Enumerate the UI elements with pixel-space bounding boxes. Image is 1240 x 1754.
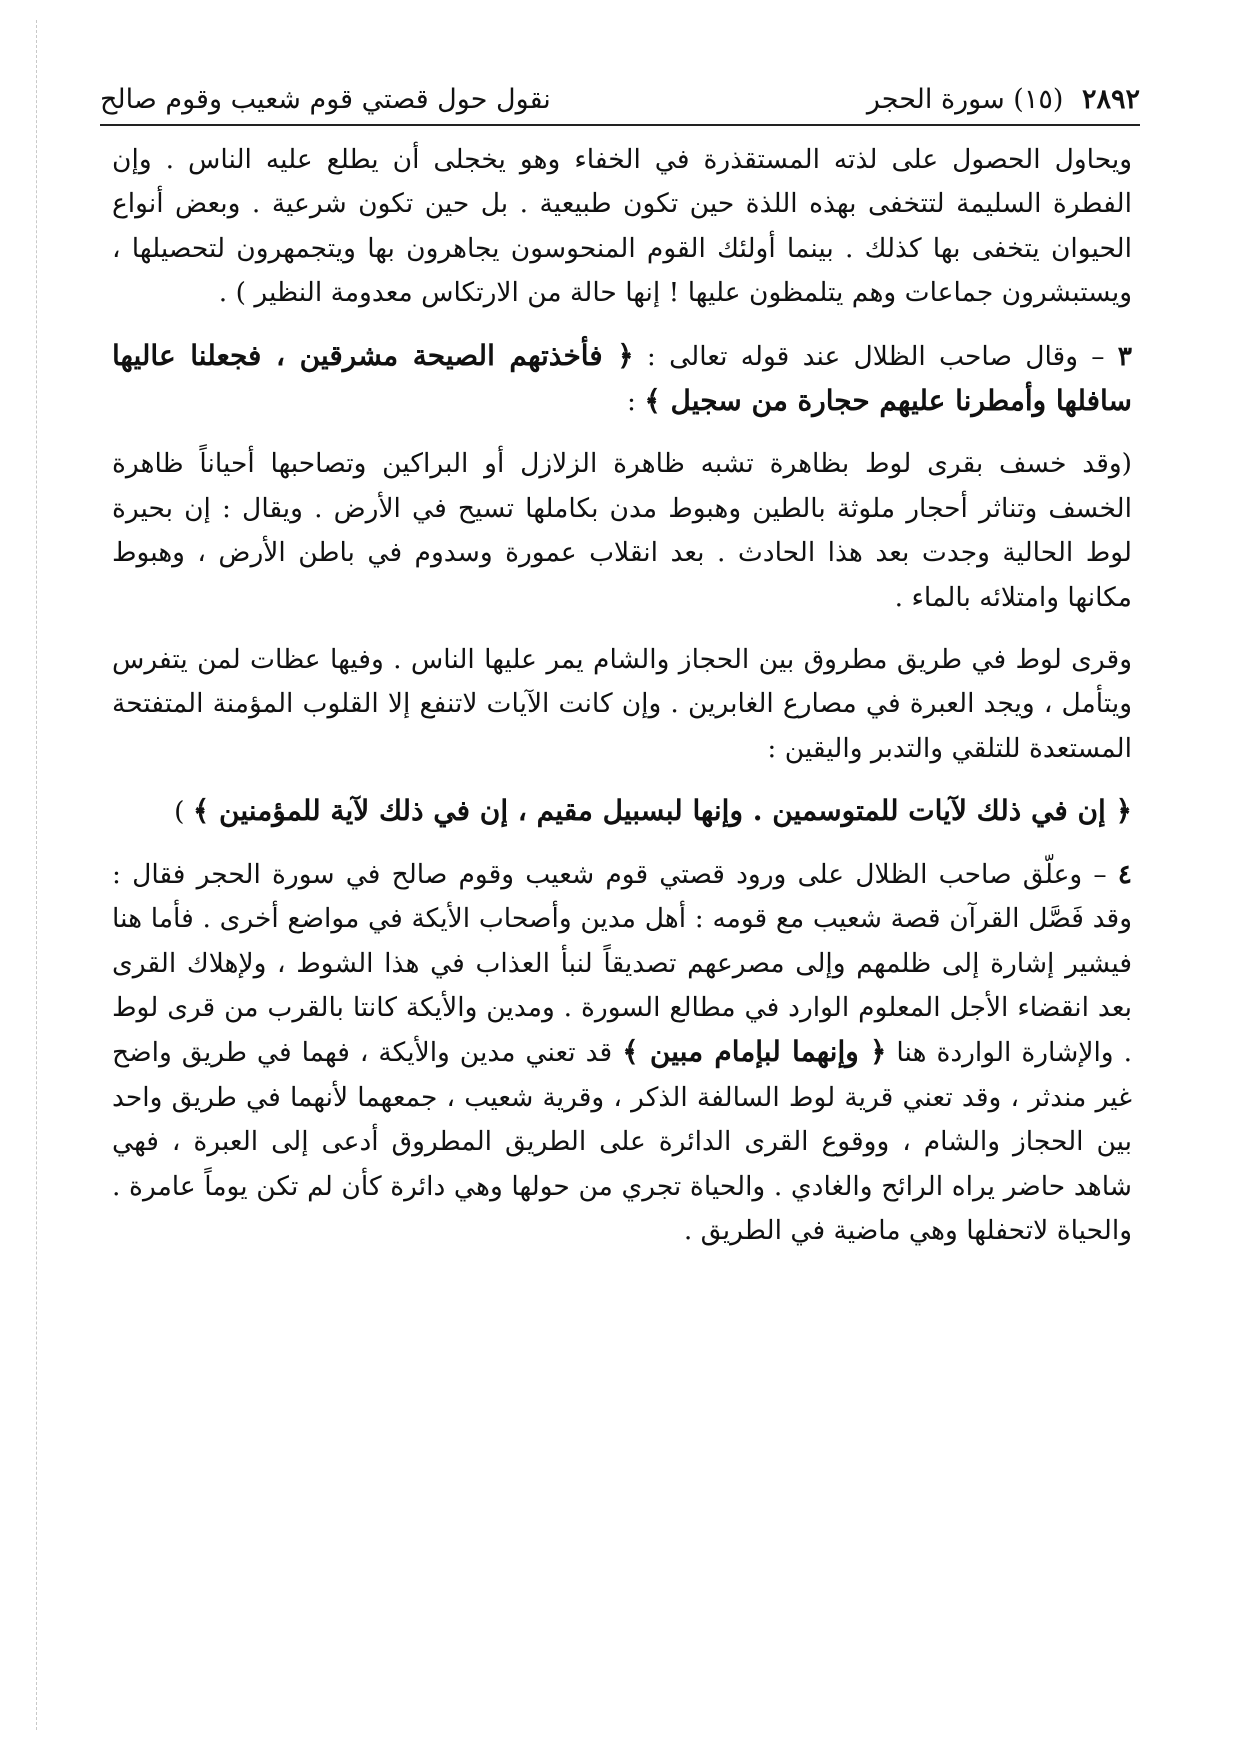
surah-label: (١٥) سورة الحجر: [866, 84, 1064, 115]
margin-rule: [36, 20, 37, 1730]
paragraph-tail: ): [174, 796, 193, 828]
paragraph-tail: :: [627, 386, 645, 418]
item-number: ٣: [1117, 340, 1132, 372]
body-text: [112, 138, 1132, 1738]
paragraph-text: ويحاول الحصول على لذته المستقذرة في الخفاء وهو يخجلى أن يطلع عليه الناس . وإن الفطرة السليمة لتتخفى بهذه اللذة حين تكون طبيعية . بل حين تكون شرعية . وبعض أنواع الحيوان يتخفى بها كذلك . بينما أولئك القوم المنحوسون يجاهرون بها ويتجمهرون لتحصيلها ، ويستبشرون جماعات وهم يتلمظون عليها ! إنها حالة من الارتكاس معدومة النظير ) .: [112, 144, 1132, 309]
paragraph-5: [112, 789, 1132, 834]
header-divider: [100, 124, 1140, 126]
paragraph-4: [112, 638, 1132, 771]
paragraph-3: [112, 442, 1132, 620]
paragraph-text: (وقد خسف بقرى لوط بظاهرة تشبه ظاهرة الزلازل أو البراكين وتصاحبها أحياناً ظاهرة الخسف وتناثر أحجار ملوثة بالطين وهبوط مدن بكاملها تسيح في الأرض . ويقال : إن بحيرة لوط الحالية وجدت بعد هذا الحادث . بعد انقلاب عمورة وسدوم في باطن الأرض ، وهبوط مكانها وامتلائه بالماء .: [112, 448, 1132, 613]
quran-verse: ﴿ إن في ذلك لآيات للمتوسمين . وإنها لبسبيل مقيم ، إن في ذلك لآية للمؤمنين ﴾: [192, 794, 1132, 828]
item-number: ٤: [1117, 858, 1132, 890]
quran-verse: ﴿ فأخذتهم الصيحة مشرقين ، فجعلنا عاليها سافلها وأمطرنا عليهم حجارة من سجيل ﴾: [112, 338, 1132, 418]
page-number: ٢٨٩٢: [1081, 84, 1140, 115]
paragraph-text: – وقال صاحب الظلال عند قوله تعالى :: [633, 340, 1118, 372]
running-header: [100, 74, 1140, 120]
paragraph-2: [112, 334, 1132, 425]
paragraph-text: وقرى لوط في طريق مطروق بين الحجاز والشام يمر عليها الناس . وفيها عظات لمن يتفرس ويتأمل ، ويجد العبرة في مصارع الغابرين . وإن كانت الآيات لاتنفع إلا القلوب المؤمنة المتفتحة المستعدة للتلقي والتدبر واليقين :: [112, 644, 1132, 764]
quran-verse: ﴿ وإنهما لبإمام مبين ﴾: [622, 1035, 887, 1069]
paragraph-text: – وعلّق صاحب الظلال على ورود قصتي قوم شعيب وقوم صالح في سورة الحجر فقال : وقد فَصَّل القرآن قصة شعيب مع قومه : أهل مدين وأصحاب الأيكة في مواضع أخرى . فأما هنا فيشير إشارة إلى ظلمهم وإلى مصرعهم تصديقاً لنبأ العذاب في هذا الشوط ، ولإهلاك القرى بعد انقضاء الأجل المعلوم الوارد في مطالع السورة . ومدين والأيكة كانتا بالقرب من قرى لوط . والإشارة الواردة هنا: [112, 858, 1132, 1069]
header-page-and-surah: [867, 80, 1140, 120]
paragraph-1: [112, 138, 1132, 316]
header-topic: نقول حول قصتي قوم شعيب وقوم صالح: [100, 84, 551, 115]
paragraph-6: [112, 853, 1132, 1254]
paragraph-tail: قد تعني مدين والأيكة ، فهما في طريق واضح غير مندثر ، وقد تعني قرية لوط السالفة الذكر ، وقرية شعيب ، جمعهما لأنهما في طريق واحد بين الحجاز والشام ، ووقوع القرى الدائرة على الطريق المطروق أدعى إلى العبرة ، فهي شاهد حاضر يراه الرائح والغادي . والحياة تجري من حولها وهي دائرة كأن لم تكن يوماً عامرة . والحياة لاتحفلها وهي ماضية في الطريق .: [112, 1037, 1132, 1246]
